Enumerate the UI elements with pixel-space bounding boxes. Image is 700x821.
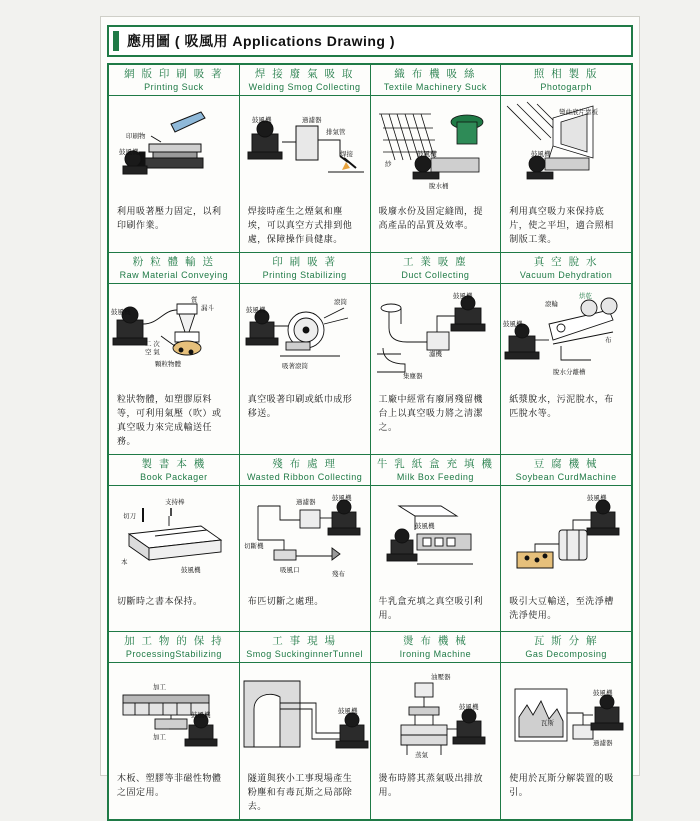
cell-caption: 燙布時將其蒸氣吸出排放用。 [378, 773, 484, 797]
svg-text:鼓風機: 鼓風機 [111, 309, 131, 316]
illustration-welding-smog [240, 96, 370, 200]
application-cell-ironing-machine[interactable] [371, 632, 501, 819]
svg-text:鼓風機: 鼓風機 [587, 495, 607, 502]
applications-grid [107, 63, 633, 821]
svg-text:瓦斯: 瓦斯 [541, 720, 555, 727]
cell-header [371, 455, 501, 486]
svg-text:吸著滾筒: 吸著滾筒 [281, 363, 308, 370]
cell-caption: 使用於瓦斯分解裝置的吸引。 [509, 773, 614, 797]
cell-caption: 粒狀物體，如塑膠原料等，可利用氣壓（吹）或真空吸力來完成輸送任務。 [117, 394, 222, 446]
svg-text:切刀: 切刀 [123, 513, 136, 520]
svg-text:鼓風機: 鼓風機 [414, 523, 434, 530]
cell-title-cn: 真 空 脫 水 [533, 256, 599, 268]
application-cell-milk-box-feeding[interactable] [371, 455, 501, 631]
svg-text:脫水桶: 脫水桶 [428, 183, 448, 190]
cell-title-en: Gas Decomposing [525, 649, 607, 659]
cell-title-en: Book Packager [140, 472, 208, 482]
cell-title-cn: 照 相 製 版 [533, 68, 599, 80]
application-cell-printing-stabilizing[interactable] [240, 253, 370, 454]
svg-text:顆粒物體: 顆粒物體 [155, 361, 181, 368]
application-cell-printing-suck[interactable] [109, 65, 239, 252]
svg-text:鼓風機: 鼓風機 [181, 567, 201, 574]
svg-text:吸風口: 吸風口 [279, 567, 300, 574]
application-cell-wasted-ribbon[interactable] [240, 455, 370, 631]
svg-text:鼓風機: 鼓風機 [452, 293, 472, 300]
cell-title-en: Photogarph [540, 82, 592, 92]
page-title-bar [107, 25, 633, 57]
svg-text:彎曲底片靠板: 彎曲底片靠板 [559, 109, 599, 116]
svg-text:脫水分離槽: 脫水分離槽 [553, 369, 586, 376]
cell-header [501, 455, 631, 486]
illustration-gas-decomposing [501, 663, 631, 767]
cell-caption: 工廠中經常有廢屑殘留機台上以真空吸力將之清潔之。 [378, 394, 484, 432]
cell-title-en: ProcessingStabilizing [125, 649, 222, 659]
svg-text:鼓風機: 鼓風機 [593, 690, 613, 697]
cell-title-cn: 瓦 斯 分 解 [533, 635, 599, 647]
cell-caption: 吸廢水份及固定縫間，提高產品的品質及效率。 [378, 206, 484, 230]
cell-title-cn: 焊 接 廢 氣 吸 取 [254, 68, 355, 80]
svg-text:加工: 加工 [153, 684, 166, 691]
svg-text:空 氣: 空 氣 [145, 349, 160, 356]
svg-text:鼓風機: 鼓風機 [191, 712, 211, 719]
svg-text:質: 質 [191, 297, 198, 304]
cell-caption: 利用真空吸力來保持底片，使之平坦，適合照相制版工業。 [509, 206, 614, 244]
svg-text:鼓風機: 鼓風機 [119, 149, 139, 156]
cell-header [109, 455, 239, 486]
svg-text:蒸氣: 蒸氣 [414, 752, 428, 759]
cell-title-cn: 製 書 本 機 [141, 458, 207, 470]
cell-header [371, 632, 501, 663]
svg-text:鼓風機: 鼓風機 [416, 151, 436, 158]
cell-header [501, 632, 631, 663]
svg-text:二 次: 二 次 [145, 341, 160, 348]
application-cell-smog-tunnel[interactable] [240, 632, 370, 819]
cell-caption: 木板、塑膠等非磁性物體之固定用。 [117, 773, 222, 797]
cell-header [371, 65, 501, 96]
svg-text:過濾器: 過濾器 [295, 499, 316, 506]
illustration-photograph [501, 96, 631, 200]
illustration-raw-material [109, 284, 239, 388]
cell-title-cn: 印 刷 吸 著 [272, 256, 337, 268]
cell-header [501, 65, 631, 96]
illustration-vacuum-dehydration [501, 284, 631, 388]
application-cell-duct-collecting[interactable] [371, 253, 501, 454]
svg-text:集塵器: 集塵器 [402, 373, 422, 380]
illustration-printing-stabilizing [240, 284, 370, 388]
illustration-printing-suck [109, 96, 239, 200]
cell-title-cn: 加 工 物 的 保 持 [124, 635, 224, 647]
application-cell-soybean-curd[interactable] [501, 455, 631, 631]
application-cell-book-packager[interactable] [109, 455, 239, 631]
svg-text:鼓風機: 鼓風機 [531, 151, 551, 158]
svg-text:本: 本 [121, 559, 128, 566]
svg-text:鼓風機: 鼓風機 [458, 704, 478, 711]
application-cell-welding-smog[interactable] [240, 65, 370, 252]
cell-title-cn: 殘 布 處 理 [272, 458, 337, 470]
svg-text:鼓風機: 鼓風機 [337, 708, 358, 715]
illustration-book-packager [109, 486, 239, 590]
cell-title-en: Printing Suck [144, 82, 204, 92]
cell-title-cn: 織 布 機 吸 絲 [394, 68, 477, 80]
application-cell-processing-stabilizing[interactable] [109, 632, 239, 819]
svg-text:紗: 紗 [384, 161, 391, 168]
cell-caption: 隧道與狹小工事現場產生粉塵和有毒瓦斯之局部除去。 [247, 773, 353, 811]
cell-header [109, 253, 239, 284]
cell-caption: 吸引大豆輸送，至洗淨槽洗淨使用。 [509, 596, 614, 620]
cell-title-cn: 豆 腐 機 械 [533, 458, 599, 470]
svg-text:切斷機: 切斷機 [243, 543, 264, 550]
cell-caption: 布匹切斷之處理。 [247, 596, 324, 606]
illustration-milk-box [371, 486, 501, 590]
cell-caption: 切斷時之書本保持。 [117, 596, 203, 606]
cell-title-en: Vacuum Dehydration [519, 270, 613, 280]
svg-text:濾機: 濾機 [428, 351, 442, 358]
application-cell-vacuum-dehydration[interactable] [501, 253, 631, 454]
cell-title-en: Soybean CurdMachine [515, 472, 617, 482]
svg-text:印刷物: 印刷物 [126, 133, 146, 140]
cell-title-en: Milk Box Feeding [396, 472, 474, 482]
svg-text:鼓風機: 鼓風機 [503, 321, 523, 328]
svg-text:排氣管: 排氣管 [325, 129, 346, 136]
cell-title-en: Welding Smog Collecting [248, 82, 361, 92]
cell-title-cn: 工 事 現 場 [272, 635, 337, 647]
cell-header [240, 632, 370, 663]
application-cell-gas-decomposing[interactable] [501, 632, 631, 819]
svg-text:滾筒: 滾筒 [333, 299, 347, 306]
illustration-soybean-curd [501, 486, 631, 590]
cell-caption: 真空吸著印刷或紙巾成形移送。 [247, 394, 353, 418]
illustration-duct-collecting [371, 284, 501, 388]
cell-header [240, 65, 370, 96]
svg-text:鼓風機: 鼓風機 [251, 117, 272, 124]
svg-text:鼓風機: 鼓風機 [331, 495, 352, 502]
cell-caption: 牛乳盒充填之真空吸引利用。 [378, 596, 484, 620]
svg-text:殘布: 殘布 [331, 571, 345, 578]
cell-header [501, 253, 631, 284]
cell-header [109, 632, 239, 663]
page-title: 應用圖 ( 吸風用 Applications Drawing ) [127, 33, 396, 49]
cell-caption: 焊接時產生之煙氣和塵埃，可以真空方式排到他處，保障操作員健康。 [247, 206, 353, 244]
cell-title-cn: 牛 乳 紙 盒 充 填 機 [376, 458, 494, 470]
application-sheet [100, 16, 640, 811]
svg-text:布: 布 [605, 337, 612, 344]
svg-text:烘乾: 烘乾 [579, 293, 593, 300]
cell-title-en: Duct Collecting [401, 270, 470, 280]
cell-title-en: Smog SuckinginnerTunnel [246, 649, 363, 659]
application-cell-raw-material-conveying[interactable] [109, 253, 239, 454]
cell-title-cn: 燙 布 機 械 [402, 635, 468, 647]
cell-title-en: Raw Material Conveying [119, 270, 229, 280]
svg-text:支持棒: 支持棒 [165, 499, 185, 506]
illustration-textile-suck [371, 96, 501, 200]
svg-text:過濾器: 過濾器 [593, 740, 613, 747]
svg-text:過濾器: 過濾器 [301, 117, 322, 124]
application-cell-photograph[interactable] [501, 65, 631, 252]
cell-caption: 紙漿脫水，污泥脫水，布匹脫水等。 [509, 394, 614, 418]
cell-caption: 利用吸著壓力固定，以利印刷作業。 [117, 206, 222, 230]
svg-text:焊接: 焊接 [339, 151, 353, 158]
illustration-smog-tunnel [240, 663, 370, 767]
cell-title-cn: 粉 粒 體 輸 送 [132, 256, 215, 268]
cell-header [240, 455, 370, 486]
illustration-wasted-ribbon [240, 486, 370, 590]
cell-title-en: Wasted Ribbon Collecting [247, 472, 363, 482]
svg-text:滾輪: 滾輪 [545, 301, 559, 308]
cell-title-en: Textile Machinery Suck [383, 82, 487, 92]
cell-header [240, 253, 370, 284]
cell-header [371, 253, 501, 284]
application-cell-textile-suck[interactable] [371, 65, 501, 252]
svg-text:鼓風機: 鼓風機 [245, 307, 266, 314]
illustration-processing-stabilizing [109, 663, 239, 767]
cell-header [109, 65, 239, 96]
svg-text:加工: 加工 [153, 734, 166, 741]
cell-title-en: Printing Stabilizing [262, 270, 347, 280]
cell-title-en: Ironing Machine [399, 649, 472, 659]
illustration-ironing-machine [371, 663, 501, 767]
cell-title-cn: 網 版 印 刷 吸 著 [124, 68, 224, 80]
cell-title-cn: 工 業 吸 塵 [402, 256, 468, 268]
svg-text:漏斗: 漏斗 [201, 305, 214, 312]
svg-text:油壓器: 油壓器 [430, 674, 450, 681]
